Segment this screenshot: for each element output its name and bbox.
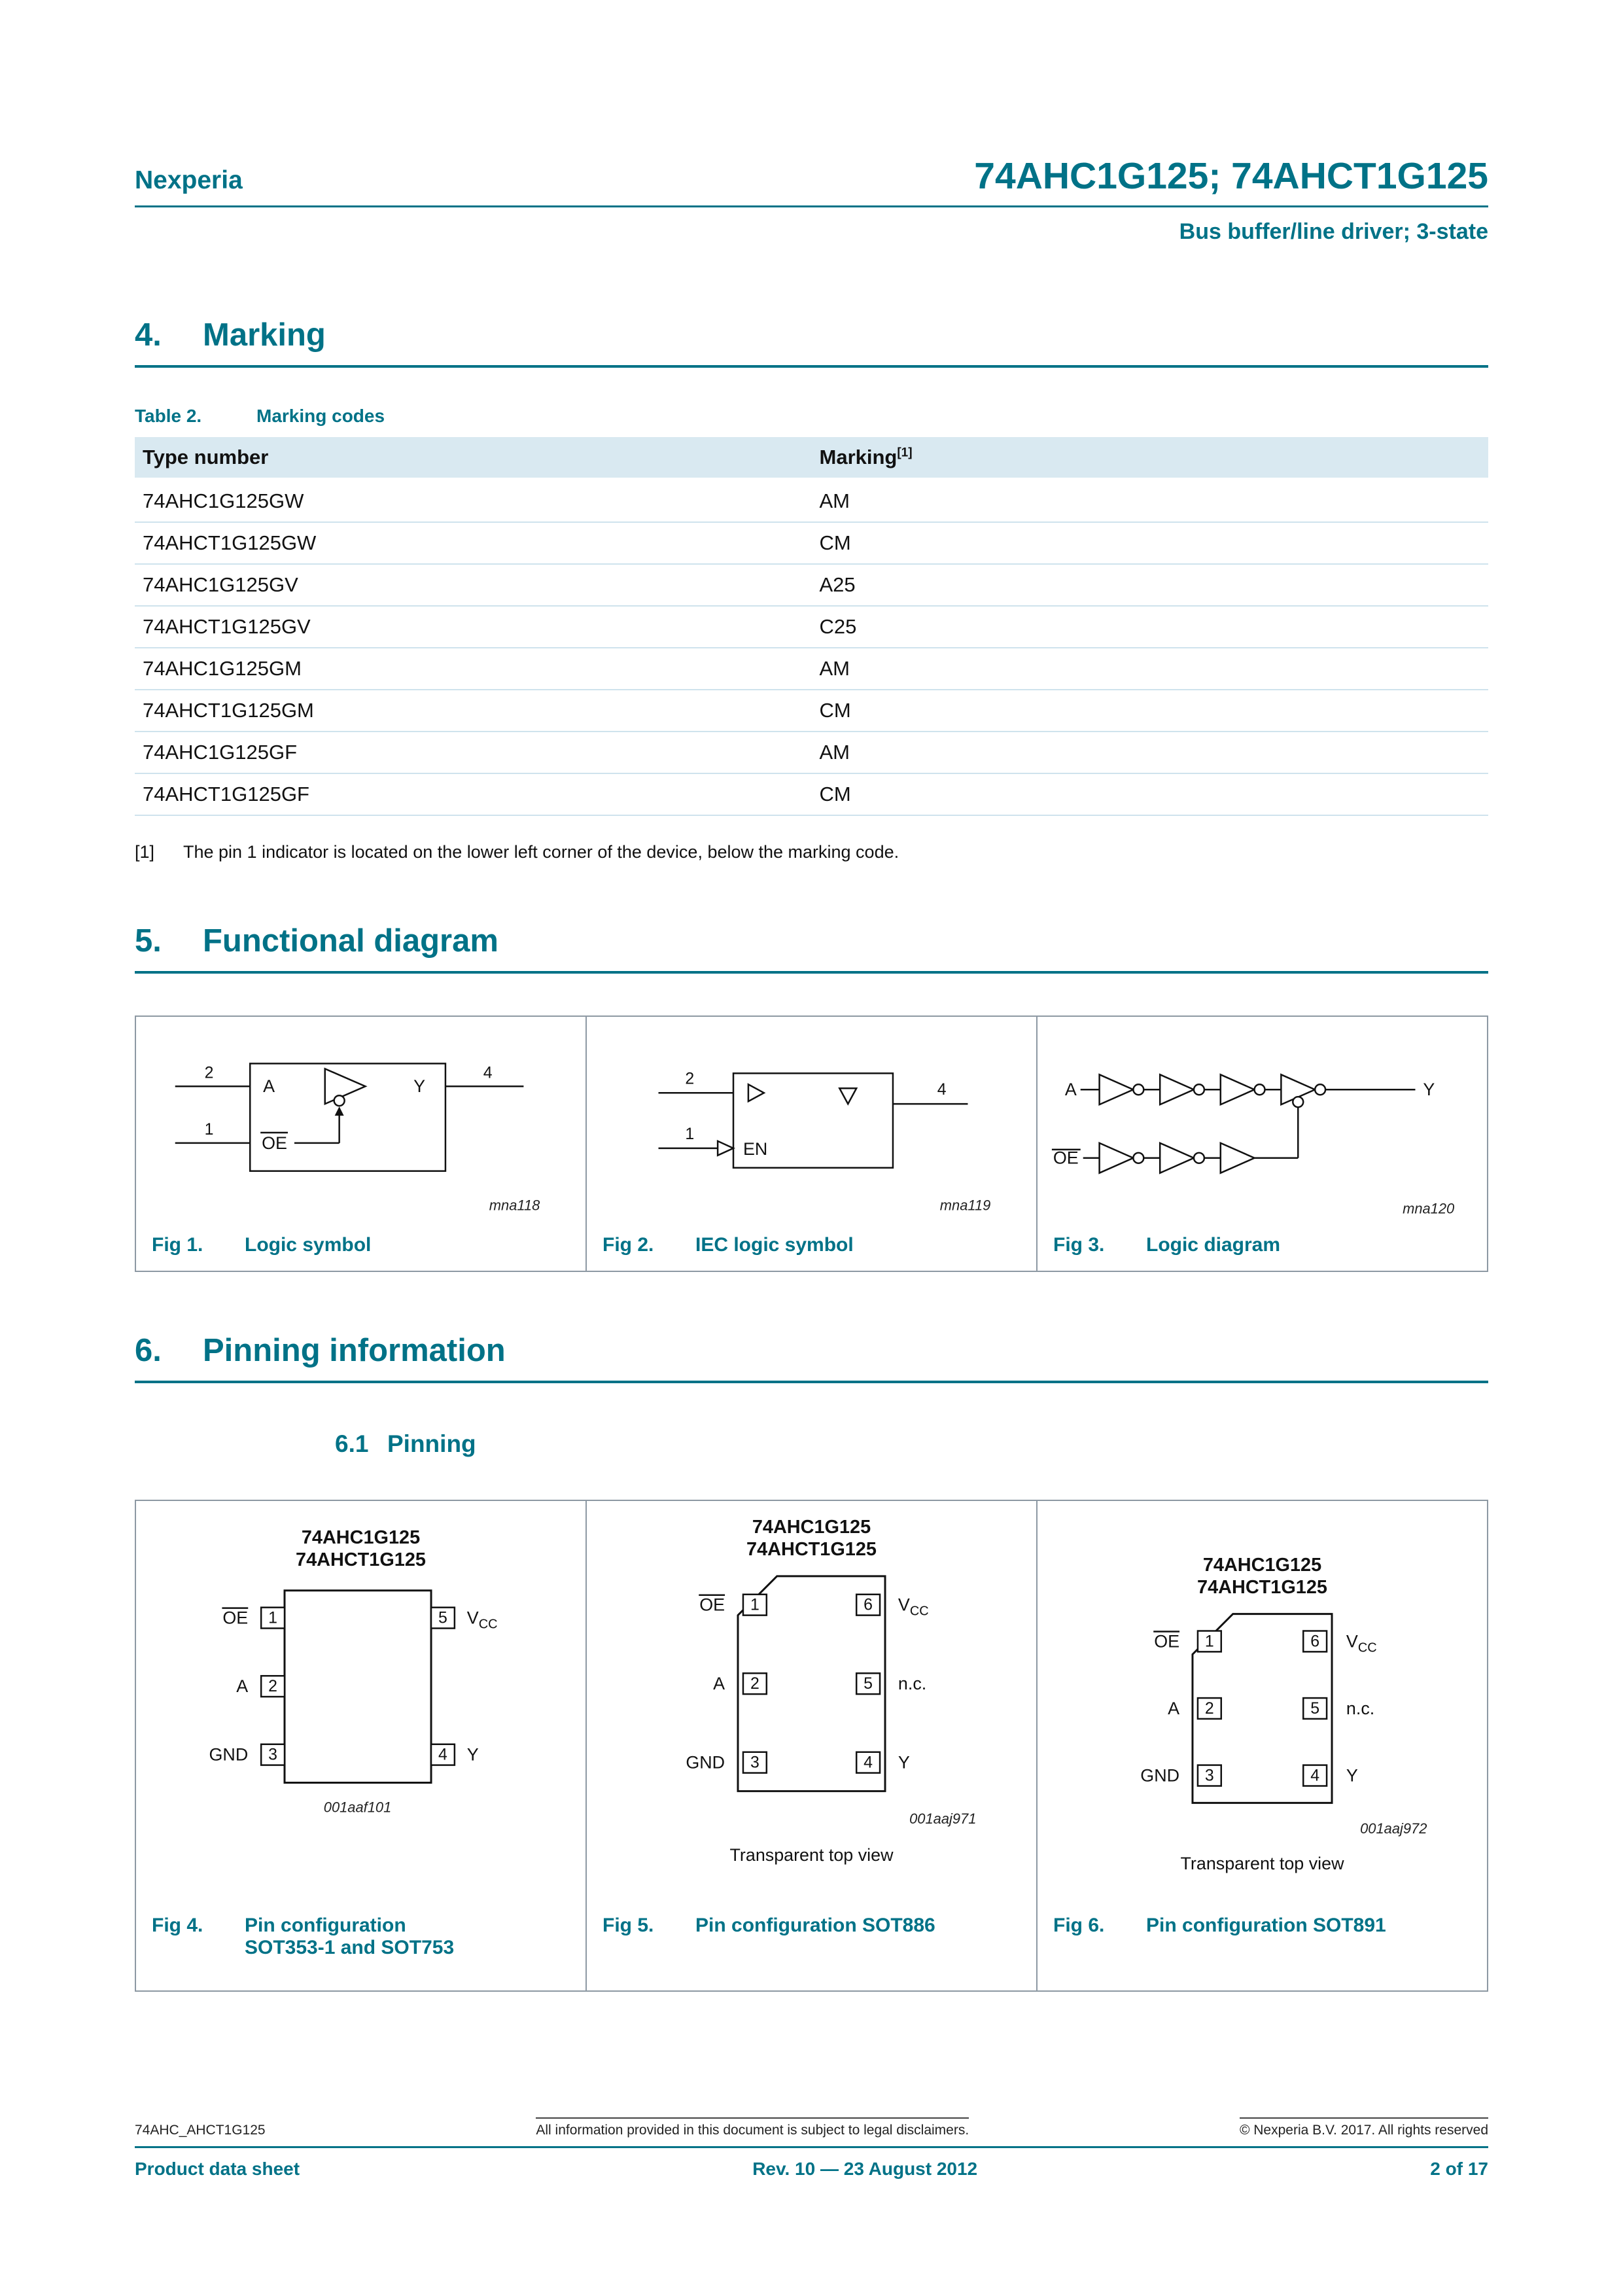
subsection-61-heading [335, 1430, 1488, 1458]
fig5-y-label: Y [898, 1752, 910, 1773]
buffer-triangle [1221, 1143, 1255, 1173]
fig4-pin4-number: 4 [438, 1745, 447, 1764]
fig3-caption-label: Fig 3. [1053, 1234, 1105, 1256]
pinning-figures [135, 1500, 1488, 1992]
section-6-rule [135, 1381, 1488, 1383]
fig6-pin3-number: 3 [1204, 1766, 1214, 1785]
section-5-heading [135, 923, 1488, 959]
fig5-panel [587, 1501, 1038, 1990]
table-row [135, 773, 1488, 815]
fig6-pin4-number: 4 [1310, 1766, 1320, 1785]
fig2-caption-title: IEC logic symbol [695, 1234, 854, 1256]
fig4-pin2-number: 2 [268, 1677, 278, 1696]
functional-diagram-figures [135, 1016, 1488, 1272]
fig6-caption-label: Fig 6. [1053, 1915, 1105, 1936]
fig6-oe-label: OE [1154, 1631, 1180, 1651]
table-row [135, 522, 1488, 564]
marking-cell: AM [812, 480, 1489, 523]
fig3-output-y-label: Y [1423, 1080, 1435, 1100]
page-footer [135, 2117, 1488, 2180]
footer-doc-id: 74AHC_AHCT1G125 [135, 2123, 266, 2138]
fig5-device2-label: 74AHCT1G125 [746, 1539, 877, 1561]
fig5-gnd-label: GND [686, 1752, 725, 1773]
fig6-panel [1038, 1501, 1487, 1990]
section-pinning-information [135, 1332, 1488, 1992]
type-number-cell: 74AHC1G125GM [135, 648, 812, 690]
fig4-caption-title [245, 1915, 585, 1959]
table-2-caption [135, 406, 1488, 427]
footer-revision: Rev. 10 — 23 August 2012 [752, 2159, 978, 2179]
fig4-gnd-label: GND [209, 1744, 249, 1765]
section-functional-diagram [135, 923, 1488, 1272]
fig1-panel [136, 1017, 587, 1271]
buffer-triangle [1100, 1143, 1134, 1173]
fig4-vcc-label [467, 1608, 498, 1632]
table-row [135, 480, 1488, 523]
table-row [135, 648, 1488, 690]
fig2-pin2-number: 2 [685, 1069, 695, 1088]
header-rule [135, 205, 1488, 207]
fig5-pin6-number: 6 [864, 1595, 873, 1614]
fig4-pin1-number: 1 [268, 1608, 278, 1627]
inverter-bubble [1194, 1153, 1204, 1163]
fig4-caption-title-line1: Pin configuration [245, 1915, 406, 1936]
footnote-1-marker: [1] [135, 842, 155, 862]
document-title: 74AHC1G125; 74AHCT1G125 [974, 155, 1488, 197]
fig4-panel [136, 1501, 587, 1990]
buffer-triangle [1100, 1074, 1134, 1104]
fig4-device1-label: 74AHC1G125 [301, 1527, 421, 1549]
type-number-cell: 74AHC1G125GF [135, 732, 812, 773]
fig4-caption-title-line2: SOT353-1 and SOT753 [245, 1937, 455, 1958]
table-header-row [135, 437, 1488, 480]
fig5-pin3-number: 3 [750, 1753, 759, 1772]
type-number-cell: 74AHCT1G125GM [135, 690, 812, 732]
buffer-triangle [1160, 1143, 1194, 1173]
arrowhead [335, 1106, 344, 1116]
fig5-view-label: Transparent top view [729, 1845, 894, 1865]
fig5-pin5-number: 5 [864, 1674, 873, 1693]
footer-doc-type: Product data sheet [135, 2159, 300, 2179]
buffer-triangle [325, 1069, 366, 1104]
fig1-output-y-label: Y [413, 1076, 426, 1097]
section-marking [135, 317, 1488, 862]
fig5-caption [587, 1915, 1036, 1990]
fig1-pin4-number: 4 [483, 1063, 493, 1082]
footer-copyright: © Nexperia B.V. 2017. All rights reserved [1240, 2117, 1488, 2138]
fig4-pin3-number: 3 [268, 1745, 278, 1764]
section-6-title: Pinning information [203, 1333, 506, 1368]
section-4-title: Marking [203, 317, 326, 353]
section-6-heading [135, 1332, 1488, 1369]
footer-rule [135, 2146, 1488, 2148]
marking-codes-table [135, 437, 1488, 816]
section-5-number: 5. [135, 923, 162, 959]
section-4-rule [135, 365, 1488, 368]
fig2-pin4-number: 4 [937, 1080, 947, 1099]
document-subtitle: Bus buffer/line driver; 3-state [1179, 219, 1488, 244]
fig5-pin4-number: 4 [864, 1753, 873, 1772]
table-row [135, 606, 1488, 648]
section-5-rule [135, 971, 1488, 974]
fig1-logic-symbol-diagram [136, 1017, 585, 1234]
fig5-vcc-label [898, 1595, 929, 1619]
amplifier-symbol [748, 1084, 764, 1101]
fig5-nc-label: n.c. [898, 1674, 927, 1694]
type-number-cell: 74AHC1G125GV [135, 564, 812, 606]
fig1-drawing-code: mna118 [489, 1197, 540, 1214]
fig5-pin-configuration-diagram [587, 1501, 1036, 1915]
vcc-main: V [898, 1595, 910, 1615]
type-number-cell: 74AHCT1G125GV [135, 606, 812, 648]
fig1-pin2-number: 2 [204, 1063, 214, 1082]
section-6-number: 6. [135, 1333, 162, 1368]
section-5-title: Functional diagram [203, 923, 498, 959]
fig5-device1-label: 74AHC1G125 [752, 1517, 871, 1538]
enable-bubble [1293, 1097, 1303, 1107]
fig5-caption-label: Fig 5. [602, 1915, 654, 1936]
type-number-cell: 74AHC1G125GW [135, 480, 812, 523]
fig4-oe-label: OE [222, 1608, 249, 1628]
fig6-pin5-number: 5 [1310, 1699, 1320, 1718]
fig2-caption [587, 1234, 1036, 1271]
table-row [135, 732, 1488, 773]
fig1-pin1-number: 1 [204, 1120, 214, 1139]
buffer-triangle [1221, 1074, 1255, 1104]
fig2-drawing-code: mna119 [939, 1197, 991, 1214]
vcc-subscript: CC [478, 1617, 498, 1632]
inverter-bubble [1133, 1084, 1143, 1095]
fig3-oe-label: OE [1053, 1148, 1079, 1168]
type-number-cell: 74AHCT1G125GW [135, 522, 812, 564]
fig5-caption-title: Pin configuration SOT886 [695, 1915, 935, 1936]
section-4-heading [135, 317, 1488, 353]
fig2-pin1-number: 1 [685, 1124, 695, 1143]
type-number-cell: 74AHCT1G125GF [135, 773, 812, 815]
subsection-61-number: 6.1 [335, 1430, 369, 1457]
fig3-input-a-label: A [1064, 1080, 1077, 1100]
page-header [135, 0, 1488, 245]
fig5-pin2-number: 2 [750, 1674, 759, 1693]
fig4-drawing-code: 001aaf101 [323, 1799, 392, 1816]
fig6-device2-label: 74AHCT1G125 [1197, 1576, 1327, 1598]
fig5-drawing-code: 001aaj971 [909, 1810, 977, 1828]
table-row [135, 690, 1488, 732]
fig6-caption-title: Pin configuration SOT891 [1146, 1915, 1386, 1936]
fig6-a-label: A [1168, 1698, 1180, 1718]
inverter-bubble [1194, 1084, 1204, 1095]
fig2-iec-logic-symbol-diagram [587, 1017, 1036, 1234]
three-state-output-symbol [839, 1088, 856, 1104]
fig1-caption-label: Fig 1. [152, 1234, 203, 1256]
footer-page-indicator: 2 of 17 [1430, 2159, 1488, 2179]
subsection-61-title: Pinning [387, 1430, 476, 1457]
fig1-caption [136, 1234, 585, 1271]
footnote-1 [135, 842, 1488, 862]
fig6-pin1-number: 1 [1204, 1632, 1214, 1651]
fig1-oe-label: OE [262, 1133, 288, 1153]
fig3-drawing-code: mna120 [1403, 1200, 1455, 1217]
fig4-pin-configuration-diagram [136, 1501, 585, 1915]
fig6-device1-label: 74AHC1G125 [1202, 1554, 1322, 1576]
inverter-bubble [1255, 1084, 1265, 1095]
package-body [285, 1591, 431, 1783]
footer-disclaimer: All information provided in this document is subject to legal disclaimers. [536, 2117, 969, 2138]
col-marking-label: Marking [819, 446, 898, 468]
fig6-drawing-code: 001aaj972 [1360, 1820, 1427, 1837]
fig6-vcc-label [1346, 1631, 1377, 1655]
fig1-input-a-label: A [263, 1076, 275, 1097]
marking-cell: CM [812, 522, 1489, 564]
polarity-triangle [718, 1141, 733, 1156]
footnote-1-reference[interactable]: [1] [897, 446, 913, 460]
fig6-gnd-label: GND [1140, 1765, 1180, 1786]
fig3-caption [1038, 1234, 1487, 1271]
vcc-main: V [1346, 1631, 1358, 1651]
section-4-number: 4. [135, 317, 162, 353]
fig3-caption-title: Logic diagram [1146, 1234, 1281, 1256]
fig4-pin5-number: 5 [438, 1608, 447, 1627]
marking-cell: C25 [812, 606, 1489, 648]
fig6-y-label: Y [1346, 1765, 1358, 1786]
table-2-caption-label: Table 2. [135, 406, 202, 426]
table-2-caption-title: Marking codes [256, 406, 385, 426]
fig2-enable-label: EN [742, 1139, 768, 1159]
vcc-subscript: CC [909, 1604, 929, 1619]
marking-cell: CM [812, 773, 1489, 815]
fig4-a-label: A [236, 1676, 249, 1697]
marking-cell: CM [812, 690, 1489, 732]
brand-name: Nexperia [135, 166, 243, 194]
col-type-number: Type number [135, 437, 812, 480]
fig6-caption [1038, 1915, 1487, 1990]
fig4-caption-label: Fig 4. [152, 1915, 203, 1936]
inverter-bubble [1315, 1084, 1325, 1095]
fig4-caption [136, 1915, 585, 1990]
fig4-device2-label: 74AHCT1G125 [296, 1549, 426, 1570]
fig6-nc-label: n.c. [1346, 1698, 1375, 1718]
fig3-panel [1038, 1017, 1487, 1271]
inverter-bubble [1133, 1153, 1143, 1163]
fig1-caption-title: Logic symbol [245, 1234, 372, 1256]
col-marking [812, 437, 1489, 480]
vcc-subscript: CC [1357, 1640, 1377, 1655]
fig5-oe-label: OE [699, 1595, 725, 1615]
footnote-1-text: The pin 1 indicator is located on the lower left corner of the device, below the marking code. [183, 842, 899, 862]
fig4-y-label: Y [466, 1744, 479, 1765]
marking-cell: AM [812, 732, 1489, 773]
vcc-main: V [466, 1608, 479, 1628]
fig6-pin-configuration-diagram [1038, 1501, 1487, 1915]
fig2-panel [587, 1017, 1038, 1271]
active-low-bubble [334, 1095, 345, 1106]
table-row [135, 564, 1488, 606]
marking-cell: A25 [812, 564, 1489, 606]
buffer-triangle [1160, 1074, 1194, 1104]
fig3-logic-diagram [1038, 1017, 1487, 1234]
fig6-view-label: Transparent top view [1180, 1853, 1344, 1873]
fig5-pin1-number: 1 [750, 1595, 759, 1614]
fig2-caption-label: Fig 2. [602, 1234, 654, 1256]
fig6-pin6-number: 6 [1310, 1632, 1320, 1651]
marking-cell: AM [812, 648, 1489, 690]
fig5-a-label: A [713, 1674, 725, 1694]
fig6-pin2-number: 2 [1204, 1699, 1214, 1718]
